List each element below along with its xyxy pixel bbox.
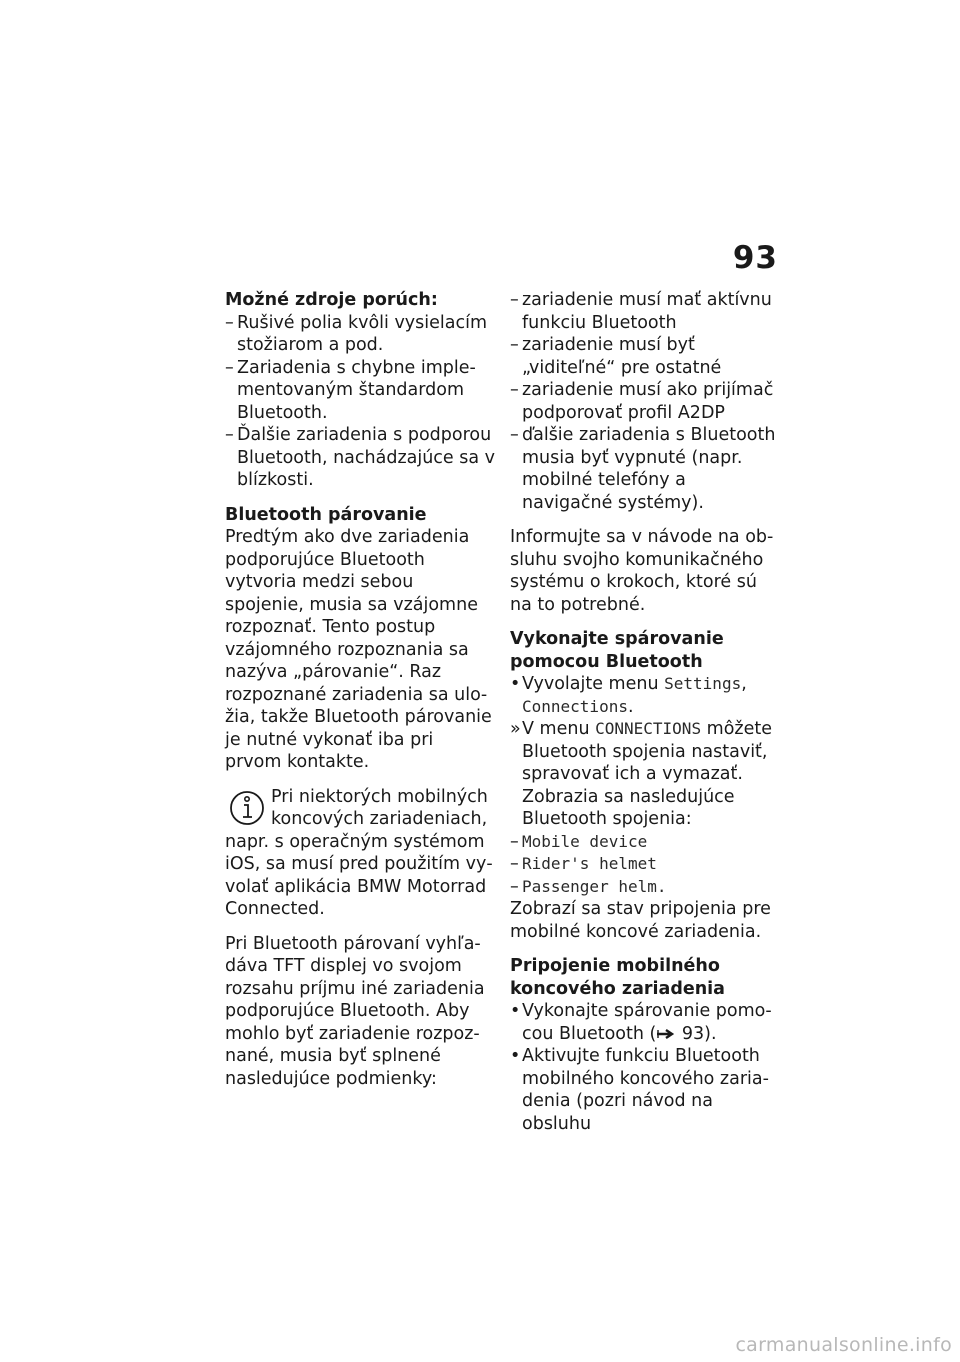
menu-connections-caps: CONNECTIONS (595, 719, 702, 738)
info-icon (229, 788, 265, 828)
status-paragraph: Zobrazí sa stav pripojenia pre mobilné koncové zariadenia. (510, 899, 771, 942)
heading-possible-faults: Možné zdroje porúch: (225, 290, 438, 310)
faults-list (225, 312, 495, 492)
list-item: – Rušivé polia kvôli vysielacím stožiarom a pod. (225, 312, 488, 355)
info-note-text: Pri niektorých mobilných koncových zariadeniach, napr. s operačným systémom iOS, sa musí pred použitím vyvolať aplikácia BMW Motorrad Connected. (225, 786, 493, 919)
heading-bluetooth-pairing: Bluetooth párovanie (225, 504, 427, 525)
step-item: » V menu CONNECTIONS môžete Bluetooth spojenia nastaviť, spravovať ich a vymazať. Zobrazia sa nasledujúce Bluetooth spojenia: (510, 719, 772, 829)
list-item: – zariadenie musí ako prijímač podporovať profil A2DP (510, 380, 774, 423)
list-item: – Zariadenia s chybne implementovaným štandardom Bluetooth. (225, 357, 476, 423)
watermark: carmanualsonline.info (735, 1334, 952, 1356)
step-item: • Aktivujte funkciu Bluetooth mobilného koncového zariadenia (pozri návod na obsluhu (510, 1046, 769, 1134)
info-paragraph: Informujte sa v návode na obsluhu svojho komunikačného systému o krokoch, ktoré sú na to potrebné. (510, 527, 774, 615)
step-item: • Vyvolajte menu Settings, Connections. (510, 674, 747, 717)
connect-steps (510, 1000, 780, 1135)
list-item: – zariadenie musí mať aktívnu funkciu Bluetooth (510, 290, 772, 333)
list-item: – ďalšie zariadenia s Bluetooth musia byť vypnuté (napr. mobilné telefóny a navigačné systémy). (510, 425, 776, 513)
info-note (225, 786, 495, 921)
menu-settings: Settings (664, 674, 742, 693)
page-reference[interactable]: 93). (681, 1023, 717, 1044)
pairing-steps (510, 673, 780, 898)
connection-item: – Passenger helm. (510, 876, 667, 897)
menu-connections: Connections (522, 696, 628, 716)
list-item: – zariadenie musí byť „viditeľné“ pre ostatné (510, 335, 722, 378)
heading-connect-device: Pripojenie mobilného koncového zariadenia (510, 956, 725, 999)
conditions-list (510, 289, 780, 514)
page-reference-arrow-icon (656, 1028, 676, 1040)
pairing-paragraph: Predtým ako dve zariadenia podporujúce Bluetooth vytvoria medzi sebou spojenie, musia sa vzájomne rozpoznať. Tento postup vzájomného rozpoznania sa nazýva „párovanie“. Raz rozpoznané zariadenia sa uložia, takže Bluetooth párovanie je nutné vykonať iba pri prvom kontakte. (225, 527, 492, 772)
step-item: • Vykonajte spárovanie pomocou Bluetooth ( 93). (510, 1001, 772, 1044)
page-number: 93 (732, 240, 778, 276)
left-column (225, 289, 495, 1102)
heading-perform-pairing: Vykonajte spárovanie pomocou Bluetooth (510, 629, 724, 672)
search-paragraph: Pri Bluetooth párovaní vyhľadáva TFT displej vo svojom rozsahu príjmu iné zariadenia podporujúce Bluetooth. Aby mohlo byť zariadenie rozpoznané, musia byť splnené nasledujúce podmienky: (225, 933, 485, 1089)
list-item: – Ďalšie zariadenia s podporou Bluetooth, nachádzajúce sa v blízkosti. (225, 425, 496, 490)
connection-item: – Mobile device (510, 831, 648, 852)
right-column (510, 289, 780, 1147)
connection-item: – Rider's helmet (510, 854, 657, 874)
